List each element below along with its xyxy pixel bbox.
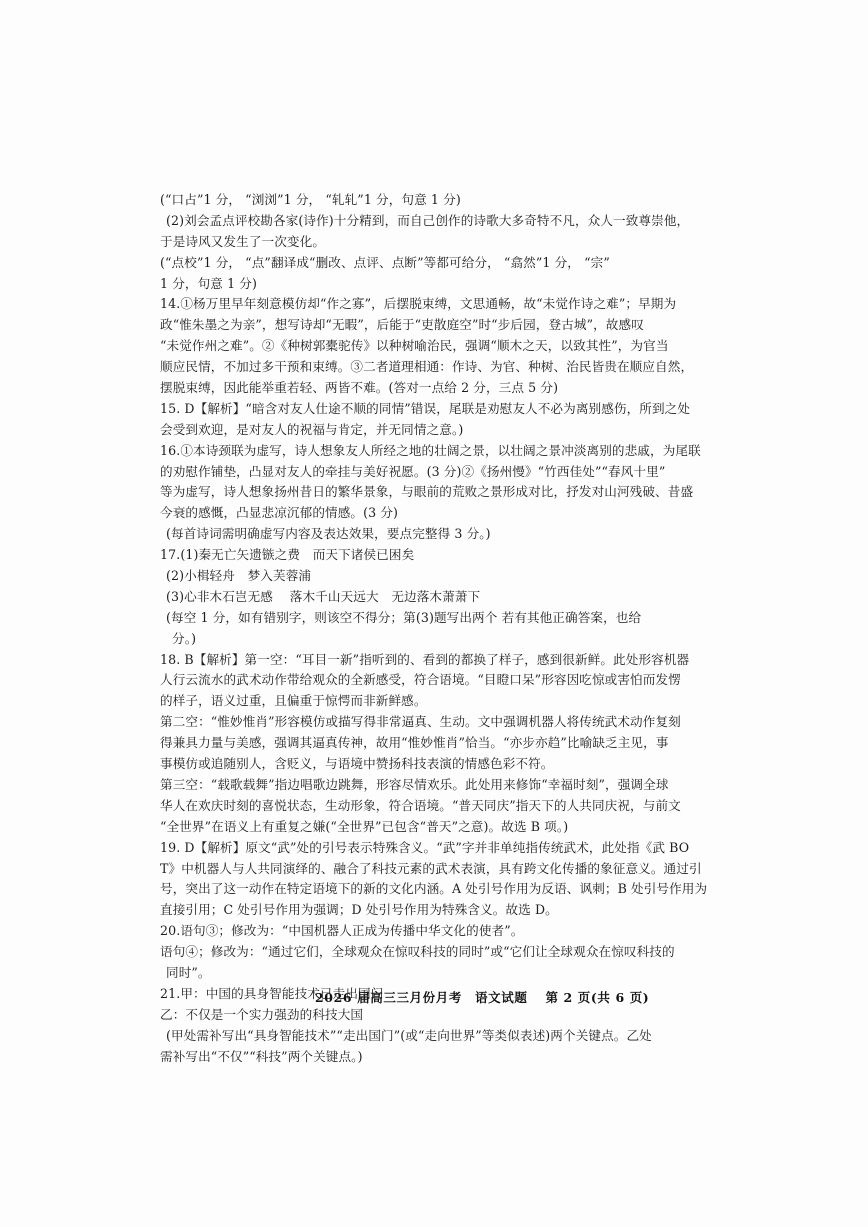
text-line: (每空 1 分，如有错别字，则该空不得分；第(3)题写出两个 若有其他正确答案，也给 xyxy=(166,609,642,625)
text-line: 语句④；修改为：“通过它们，全球观众在惊叹科技的同时”或“它们让全球观众在惊叹科技的 xyxy=(160,944,675,960)
text-line: (2)小楫轻舟 梦入芙蓉浦 xyxy=(166,568,312,584)
text-line: 顺应民情，不加过多干预和束缚。③二者道理相通：作诗、为官、种树、治民皆贵在顺应自然， xyxy=(160,359,694,375)
text-line: 1 分，句意 1 分) xyxy=(160,275,258,291)
text-line: 20.语句③；修改为：“中国机器人正成为传播中华文化的使者”。 xyxy=(160,923,524,939)
text-line: 华人在欢庆时刻的喜悦状态，生动形象，符合语境。“普天同庆”指天下的人共同庆祝，与前文 xyxy=(160,797,681,813)
text-line: 21.甲：中国的具身智能技术已走出国门 xyxy=(160,985,384,1001)
text-line: (“点校”1 分， “点”翻译成“删改、点评、点断”等都可给分， “翕然”1 分， “宗” xyxy=(160,254,610,270)
text-line: 等为虚写，诗人想象扬州昔日的繁华景象，与眼前的荒败之景形成对比，抒发对山河残破、昔盛 xyxy=(160,484,694,500)
text-line: 今衰的感慨，凸显悲凉沉郁的情感。(3 分) xyxy=(160,505,399,521)
text-line: 18. B【解析】第一空：“耳目一新”指听到的、看到的都换了样子，感到很新鲜。此处形容机器 xyxy=(160,651,690,667)
text-line: 直接引用；C 处引号作用为强调；D 处引号作用为特殊含义。故选 D。 xyxy=(160,902,558,918)
text-line: 分。) xyxy=(172,630,197,646)
text-line: 会受到欢迎，是对友人的祝福与肯定，并无同情之意。) xyxy=(160,421,464,437)
text-line: 的样子，语义过重，且偏重于惊愕而非新鲜感。 xyxy=(160,693,427,709)
text-line: 事模仿或追随别人，含贬义，与语境中赞扬科技表演的情感色彩不符。 xyxy=(160,756,554,772)
text-line: T》中机器人与人共同演绎的、融合了科技元素的武术表演，具有跨文化传播的象征意义。通过引 xyxy=(160,860,702,876)
text-line: 16.①本诗颈联为虚写，诗人想象友人所经之地的壮阔之景，以壮阔之景冲淡离别的悲戚，为尾联 xyxy=(160,442,701,458)
text-line: 乙：不仅是一个实力强劲的科技大国 xyxy=(160,1006,364,1022)
text-line: 14.①杨万里早年刻意模仿却“作之寡”，后摆脱束缚，文思通畅，故“未觉作诗之难”；早期为 xyxy=(160,296,677,312)
text-line: 19. D【解析】原文“武”处的引号表示特殊含义。“武”字并非单纯指传统武术，此处指《武 BO xyxy=(160,839,690,855)
text-line: (“口占”1 分， “浏浏”1 分， “轧轧”1 分，句意 1 分) xyxy=(160,192,461,207)
text-line: (每首诗词需明确虚写内容及表达效果，要点完整得 3 分。) xyxy=(166,526,491,542)
text-line: 同时”。 xyxy=(166,964,211,980)
text-line: 需补写出“不仅”“科技”两个关键点。) xyxy=(160,1048,363,1064)
text-line: (3)心非木石岂无感 落木千山天远大 无边落木萧萧下 xyxy=(166,588,481,604)
page-footer: 2026 届高三三月份月考 语文试题 第 2 页(共 6 页) xyxy=(315,990,650,1005)
text-line: 的劝慰作铺垫，凸显对友人的牵挂与美好祝愿。(3 分)②《扬州慢》“竹西佳处”“春风十里” xyxy=(160,463,666,479)
text-line: 号，突出了这一动作在特定语境下的新的文化内涵。A 处引号作用为反语、讽刺；B 处引号作用为 xyxy=(160,881,708,897)
text-line: “未觉作州之难”。②《种树郭橐驼传》以种树喻治民，强调“顺木之天，以致其性”，为官当 xyxy=(160,338,669,354)
text-line: 17.(1)秦无亡矢遗镞之费 而天下诸侯已困矣 xyxy=(160,547,415,563)
text-line: (2)刘会孟点评校勘各家(诗作)十分精到，而自己创作的诗歌大多奇特不凡，众人一致尊崇他， xyxy=(166,212,690,228)
text-line: 于是诗风又发生了一次变化。 xyxy=(160,233,326,249)
text-line: 政“惟朱墨之为亲”，想写诗却“无暇”，后能于“吏散庭空”时“步后园，登古城”，故感叹 xyxy=(160,317,644,333)
text-line: 15. D【解析】“暗含对友人仕途不顺的同情”错误，尾联是劝慰友人不必为离别感伤，所到之处 xyxy=(160,400,691,416)
text-line: 第二空：“惟妙惟肖”形容模仿或描写得非常逼真、生动。文中强调机器人将传统武术动作复刻 xyxy=(160,714,681,730)
text-line: 得兼具力量与美感，强调其逼真传神，故用“惟妙惟肖”恰当。“亦步亦趋”比喻缺乏主见，事 xyxy=(160,735,669,751)
answer-key-body xyxy=(160,190,720,1067)
text-line: (甲处需补写出“具身智能技术”“走出国门”(或“走向世界”等类似表述)两个关键点。乙处 xyxy=(166,1027,652,1043)
text-line: 摆脱束缚，因此能举重若轻、两皆不难。(答对一点给 2 分，三点 5 分) xyxy=(160,380,559,396)
text-line: 第三空：“载歌载舞”指边唱歌边跳舞，形容尽情欢乐。此处用来修饰“幸福时刻”，强调全球 xyxy=(160,776,669,792)
text-line: 人行云流水的武术动作带给观众的全新感受，符合语境。“目瞪口呆”形容因吃惊或害怕而发愣 xyxy=(160,672,681,688)
text-line: “全世界”在语义上有重复之嫌(“全世界”已包含“普天”之意)。故选 B 项。) xyxy=(160,818,569,834)
